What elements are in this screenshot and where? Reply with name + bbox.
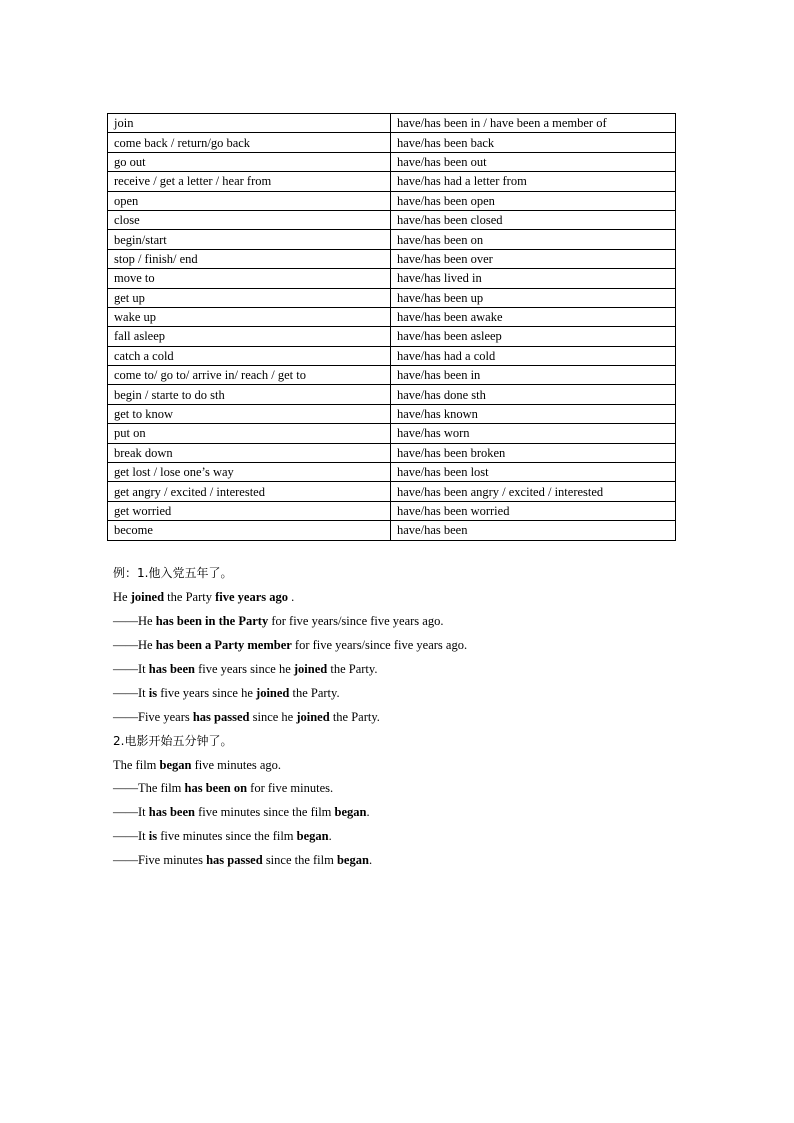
emphasized-phrase: has been [148,661,195,676]
table-row [108,249,676,268]
phrase-cell: get angry / excited / interested [108,482,391,501]
emphasized-phrase: is [148,685,158,700]
sentence-text: ——It [113,661,149,676]
perfect-form-cell: have/has known [391,404,676,423]
table-row [108,152,676,171]
emphasized-phrase: began [296,829,329,844]
sentence-text: . [366,805,370,820]
table-row [108,443,676,462]
sentence-text: ——Five years [113,709,193,724]
example-sentence [113,659,753,683]
sentence-text: five minutes since the film [194,805,335,820]
emphasized-phrase: began [159,757,192,772]
phrase-cell: join [108,114,391,133]
phrase-cell: fall asleep [108,327,391,346]
emphasized-phrase: has been a Party member [155,637,292,652]
examples-section [113,563,753,874]
example-2-lines [113,755,753,875]
phrase-cell: receive / get a letter / hear from [108,172,391,191]
emphasized-phrase: began [336,853,369,868]
example-2-heading: 2.电影开始五分钟了。 [113,733,233,748]
emphasized-phrase: joined [130,589,165,604]
perfect-form-cell: have/has lived in [391,269,676,288]
sentence-text: ——It [113,685,149,700]
example-sentence [113,611,753,635]
phrase-cell: move to [108,269,391,288]
phrase-cell: catch a cold [108,346,391,365]
emphasized-phrase: has been [148,805,195,820]
table-row [108,366,676,385]
perfect-form-cell: have/has been broken [391,443,676,462]
table-row [108,114,676,133]
perfect-form-cell: have/has been closed [391,210,676,229]
sentence-text: for five years/since five years ago. [291,637,468,652]
example-sentence [113,755,753,779]
example-sentence [113,802,753,826]
sentence-text: five minutes since the film [157,829,297,844]
table-row [108,501,676,520]
perfect-form-cell: have/has been [391,521,676,540]
example-sentence [113,635,753,659]
phrase-cell: begin/start [108,230,391,249]
sentence-text: ——He [113,637,156,652]
emphasized-phrase: joined [296,709,330,724]
emphasized-phrase: has been in the Party [155,613,269,628]
sentence-text: for five years/since five years ago. [268,613,444,628]
phrase-cell: get lost / lose one’s way [108,463,391,482]
perfect-form-cell: have/has been in / have been a member of [391,114,676,133]
emphasized-phrase: five years ago [215,589,288,604]
example-sentence [113,850,753,874]
table-row [108,404,676,423]
example-sentence [113,826,753,850]
perfect-form-cell: have/has been asleep [391,327,676,346]
example-sentence [113,707,753,731]
perfect-form-cell: have/has done sth [391,385,676,404]
phrase-cell: get up [108,288,391,307]
sentence-text: . [368,853,373,868]
perfect-form-cell: have/has been in [391,366,676,385]
sentence-text: five years since he [157,685,257,700]
sentence-text: the Party. [327,661,378,676]
table-row [108,327,676,346]
sentence-text: ——He [113,613,156,628]
phrase-cell: go out [108,152,391,171]
sentence-text: He [113,589,131,604]
table-row [108,133,676,152]
table-row [108,385,676,404]
phrase-cell: become [108,521,391,540]
phrase-conversion-table [107,113,676,541]
perfect-form-cell: have/has had a letter from [391,172,676,191]
sentence-text: the Party [164,589,216,604]
table-row [108,482,676,501]
phrase-cell: get worried [108,501,391,520]
phrase-cell: wake up [108,307,391,326]
table-row [108,210,676,229]
table-row [108,521,676,540]
example-1-lines [113,587,753,731]
table-row [108,463,676,482]
example-sentence [113,778,753,802]
sentence-text: . [288,589,295,604]
perfect-form-cell: have/has worn [391,424,676,443]
perfect-form-cell: have/has been angry / excited / interested [391,482,676,501]
table-row [108,346,676,365]
emphasized-phrase: has passed [206,853,263,868]
example-sentence [113,683,753,707]
emphasized-phrase: is [148,829,158,844]
phrase-cell: begin / starte to do sth [108,385,391,404]
sentence-text: . [328,829,332,844]
perfect-form-cell: have/has been worried [391,501,676,520]
sentence-text: ——Five minutes [113,853,207,868]
perfect-form-cell: have/has been on [391,230,676,249]
sentence-text: five minutes ago. [191,757,282,772]
perfect-form-cell: have/has been up [391,288,676,307]
phrase-cell: close [108,210,391,229]
perfect-form-cell: have/has been open [391,191,676,210]
sentence-text: for five minutes. [247,781,334,796]
example-sentence [113,587,753,611]
perfect-form-cell: have/has been back [391,133,676,152]
table-body [108,114,676,541]
phrase-cell: come back / return/go back [108,133,391,152]
phrase-cell: put on [108,424,391,443]
perfect-form-cell: have/has been over [391,249,676,268]
table-row [108,269,676,288]
sentence-text: ——It [113,805,149,820]
table-row [108,191,676,210]
sentence-text: ——The film [113,781,185,796]
sentence-text: since the film [262,853,337,868]
sentence-text: the Party. [289,685,340,700]
sentence-text: The film [113,757,160,772]
phrase-cell: open [108,191,391,210]
phrase-cell: come to/ go to/ arrive in/ reach / get to [108,366,391,385]
emphasized-phrase: has been on [184,781,248,796]
emphasized-phrase: joined [256,685,290,700]
table-row [108,230,676,249]
table-row [108,424,676,443]
perfect-form-cell: have/has had a cold [391,346,676,365]
sentence-text: ——It [113,829,149,844]
phrase-cell: stop / finish/ end [108,249,391,268]
table-row [108,172,676,191]
sentence-text: five years since he [194,661,294,676]
example-1-heading: 例：1.他入党五年了。 [113,566,233,580]
table-row [108,288,676,307]
emphasized-phrase: has passed [192,709,250,724]
sentence-text: the Party. [329,709,380,724]
phrase-cell: break down [108,443,391,462]
perfect-form-cell: have/has been lost [391,463,676,482]
perfect-form-cell: have/has been out [391,152,676,171]
perfect-form-cell: have/has been awake [391,307,676,326]
sentence-text: since he [249,709,297,724]
table-row [108,307,676,326]
emphasized-phrase: began [334,805,367,820]
emphasized-phrase: joined [293,661,328,676]
phrase-cell: get to know [108,404,391,423]
